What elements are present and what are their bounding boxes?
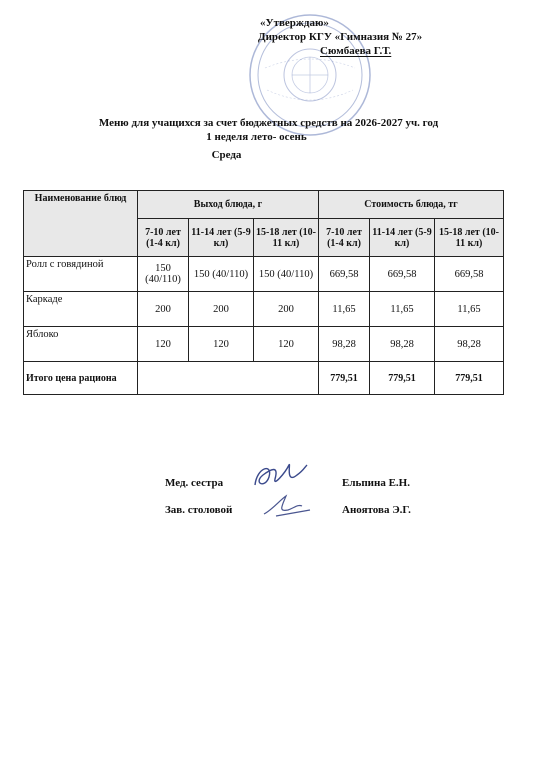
total-cost: 779,51 [319, 362, 370, 395]
header-age-group: 11-14 лет (5-9 кл) [189, 219, 254, 257]
dish-output: 150 (40/110) [189, 257, 254, 292]
total-output-empty [138, 362, 319, 395]
nurse-name: Ельпина Е.Н. [342, 477, 410, 489]
table-row [24, 257, 504, 292]
dish-output: 150 (40/110) [254, 257, 319, 292]
dish-output: 120 [138, 327, 189, 362]
dish-output: 150 (40/110) [138, 257, 189, 292]
dish-cost: 98,28 [370, 327, 435, 362]
header-output: Выход блюда, г [138, 191, 319, 219]
table-row [24, 327, 504, 362]
menu-week-season: 1 неделя лето- осень [206, 131, 307, 143]
approval-line-1: «Утверждаю» [260, 17, 329, 29]
dish-cost: 669,58 [319, 257, 370, 292]
dish-cost: 98,28 [435, 327, 504, 362]
dish-output: 200 [138, 292, 189, 327]
table-row [24, 292, 504, 327]
dish-cost: 669,58 [435, 257, 504, 292]
dish-name: Ролл с говядиной [24, 257, 138, 292]
canteen-signature [258, 490, 318, 520]
header-age-group: 11-14 лет (5-9 кл) [370, 219, 435, 257]
header-age-group: 15-18 лет (10-11 кл) [254, 219, 319, 257]
dish-cost: 669,58 [370, 257, 435, 292]
dish-cost: 98,28 [319, 327, 370, 362]
approval-signatory: Сюмбаева Г.Т. [320, 45, 392, 57]
header-age-group: 7-10 лет (1-4 кл) [138, 219, 189, 257]
header-age-group: 15-18 лет (10-11 кл) [435, 219, 504, 257]
header-age-group: 7-10 лет (1-4 кл) [319, 219, 370, 257]
approval-line-2: Директор КГУ «Гимназия № 27» [258, 31, 423, 43]
dish-output: 200 [254, 292, 319, 327]
dish-cost: 11,65 [370, 292, 435, 327]
total-cost: 779,51 [435, 362, 504, 395]
canteen-name: Аноятова Э.Г. [342, 504, 411, 516]
nurse-signature [245, 455, 315, 495]
total-row [24, 362, 504, 395]
menu-day: Среда [211, 149, 242, 161]
dish-output: 120 [189, 327, 254, 362]
dish-output: 120 [254, 327, 319, 362]
header-cost: Стоимость блюда, тг [319, 191, 504, 219]
dish-name: Каркаде [24, 292, 138, 327]
dish-cost: 11,65 [319, 292, 370, 327]
approval-block [258, 16, 422, 58]
dish-name: Яблоко [24, 327, 138, 362]
dish-cost: 11,65 [435, 292, 504, 327]
nurse-role: Мед. сестра [165, 477, 224, 489]
canteen-role: Зав. столовой [165, 504, 233, 516]
header-dish-name: Наименование блюд [24, 191, 138, 257]
menu-title: Меню для учащихся за счет бюджетных средств на 2026-2027 уч. год [98, 117, 439, 129]
total-label: Итого цена рациона [24, 362, 138, 395]
menu-table [23, 190, 504, 395]
dish-output: 200 [189, 292, 254, 327]
total-cost: 779,51 [370, 362, 435, 395]
